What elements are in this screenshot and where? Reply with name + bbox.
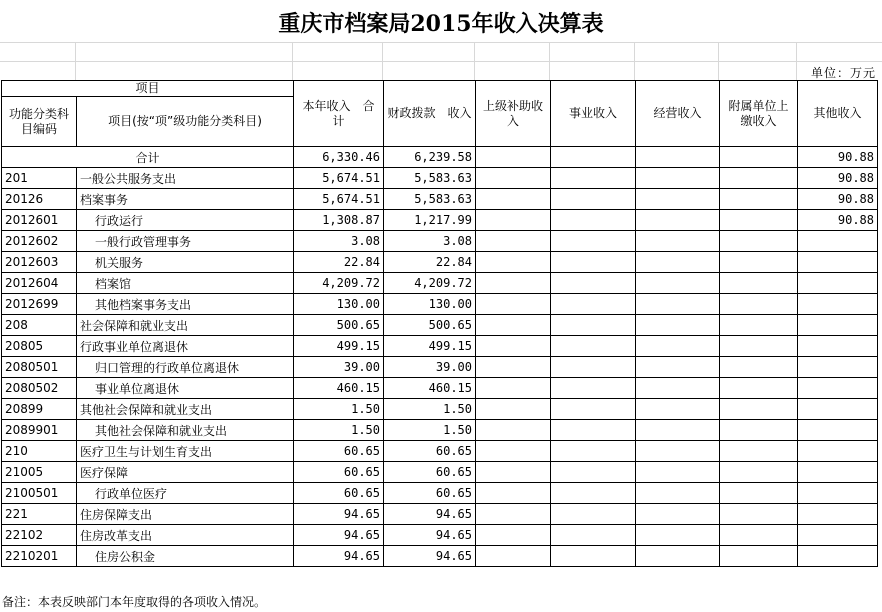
cell-other: 90.88 xyxy=(798,168,878,189)
header-business: 事业收入 xyxy=(551,81,636,147)
cell-total: 460.15 xyxy=(294,378,384,399)
gridline xyxy=(292,42,293,80)
cell-fiscal: 1,217.99 xyxy=(384,210,476,231)
empty-cell xyxy=(720,420,798,441)
empty-cell xyxy=(720,315,798,336)
empty-cell xyxy=(720,357,798,378)
empty-cell xyxy=(636,504,720,525)
empty-cell xyxy=(720,252,798,273)
empty-cell xyxy=(551,189,636,210)
unit-label: 单位：万元 xyxy=(810,66,876,80)
empty-cell xyxy=(636,210,720,231)
cell-name: 其他社会保障和就业支出 xyxy=(77,399,294,420)
cell-code: 22102 xyxy=(2,525,77,546)
table-row xyxy=(2,357,878,378)
cell-fiscal: 39.00 xyxy=(384,357,476,378)
empty-cell xyxy=(551,399,636,420)
gridline xyxy=(382,42,383,80)
empty-cell xyxy=(476,294,551,315)
empty-cell xyxy=(636,357,720,378)
cell-fiscal: 5,583.63 xyxy=(384,189,476,210)
empty-cell xyxy=(551,462,636,483)
empty-cell xyxy=(551,441,636,462)
gridline xyxy=(0,61,882,62)
table-row xyxy=(2,273,878,294)
table-row xyxy=(2,399,878,420)
gridline xyxy=(0,42,882,43)
empty-cell xyxy=(720,189,798,210)
empty-cell xyxy=(636,252,720,273)
cell-name: 其他档案事务支出 xyxy=(77,294,294,315)
gridline xyxy=(718,42,719,80)
cell-name: 医疗卫生与计划生育支出 xyxy=(77,441,294,462)
cell-code: 2089901 xyxy=(2,420,77,441)
cell-other xyxy=(798,504,878,525)
cell-total: 130.00 xyxy=(294,294,384,315)
cell-other xyxy=(798,252,878,273)
empty-cell xyxy=(720,441,798,462)
empty-cell xyxy=(551,336,636,357)
empty-cell xyxy=(720,336,798,357)
table-row xyxy=(2,483,878,504)
empty-cell xyxy=(476,273,551,294)
cell-fiscal: 499.15 xyxy=(384,336,476,357)
empty-cell xyxy=(551,210,636,231)
empty-cell xyxy=(476,378,551,399)
empty-cell xyxy=(476,546,551,567)
table-row xyxy=(2,336,878,357)
cell-name: 住房改革支出 xyxy=(77,525,294,546)
total-income: 6,330.46 xyxy=(294,147,384,168)
table-row xyxy=(2,210,878,231)
cell-total: 5,674.51 xyxy=(294,168,384,189)
table-row xyxy=(2,420,878,441)
cell-other xyxy=(798,546,878,567)
cell-other xyxy=(798,273,878,294)
cell-total: 60.65 xyxy=(294,462,384,483)
empty-cell xyxy=(476,147,551,168)
empty-cell xyxy=(476,210,551,231)
cell-fiscal: 1.50 xyxy=(384,420,476,441)
gridline xyxy=(634,42,635,80)
empty-cell xyxy=(720,462,798,483)
cell-name: 一般公共服务支出 xyxy=(77,168,294,189)
table-row xyxy=(2,315,878,336)
empty-cell xyxy=(551,483,636,504)
cell-code: 2012604 xyxy=(2,273,77,294)
cell-fiscal: 60.65 xyxy=(384,441,476,462)
cell-total: 499.15 xyxy=(294,336,384,357)
cell-fiscal: 1.50 xyxy=(384,399,476,420)
cell-other xyxy=(798,315,878,336)
cell-code: 21005 xyxy=(2,462,77,483)
empty-cell xyxy=(720,231,798,252)
total-fiscal: 6,239.58 xyxy=(384,147,476,168)
empty-cell xyxy=(720,210,798,231)
table-row xyxy=(2,378,878,399)
cell-code: 201 xyxy=(2,168,77,189)
sheet-title: 重庆市档案局2015年收入决算表 xyxy=(278,11,604,37)
empty-cell xyxy=(551,525,636,546)
total-row xyxy=(2,147,878,168)
cell-other xyxy=(798,336,878,357)
empty-cell xyxy=(720,546,798,567)
empty-cell xyxy=(476,504,551,525)
table-row xyxy=(2,294,878,315)
cell-total: 39.00 xyxy=(294,357,384,378)
gridline xyxy=(796,42,797,80)
cell-fiscal: 130.00 xyxy=(384,294,476,315)
cell-code: 2012601 xyxy=(2,210,77,231)
cell-other xyxy=(798,483,878,504)
empty-cell xyxy=(476,462,551,483)
cell-code: 208 xyxy=(2,315,77,336)
cell-other: 90.88 xyxy=(798,210,878,231)
cell-other xyxy=(798,378,878,399)
header-code: 功能分类科目编码 xyxy=(2,97,77,147)
cell-code: 210 xyxy=(2,441,77,462)
empty-cell xyxy=(720,399,798,420)
cell-other xyxy=(798,525,878,546)
cell-name: 医疗保障 xyxy=(77,462,294,483)
cell-fiscal: 5,583.63 xyxy=(384,168,476,189)
header-other: 其他收入 xyxy=(798,81,878,147)
footnote: 备注：本表反映部门本年度取得的各项收入情况。 xyxy=(2,595,267,609)
cell-code: 221 xyxy=(2,504,77,525)
empty-cell xyxy=(720,504,798,525)
cell-name: 社会保障和就业支出 xyxy=(77,315,294,336)
cell-code: 2080501 xyxy=(2,357,77,378)
cell-total: 94.65 xyxy=(294,504,384,525)
cell-total: 1.50 xyxy=(294,399,384,420)
table-row xyxy=(2,504,878,525)
empty-cell xyxy=(476,252,551,273)
empty-cell xyxy=(476,441,551,462)
header-superior: 上级补助收入 xyxy=(476,81,551,147)
cell-name: 行政单位医疗 xyxy=(77,483,294,504)
cell-fiscal: 3.08 xyxy=(384,231,476,252)
empty-cell xyxy=(720,378,798,399)
empty-cell xyxy=(720,525,798,546)
empty-cell xyxy=(476,399,551,420)
cell-fiscal: 60.65 xyxy=(384,462,476,483)
empty-cell xyxy=(476,525,551,546)
cell-total: 94.65 xyxy=(294,525,384,546)
empty-cell xyxy=(720,147,798,168)
empty-cell xyxy=(720,294,798,315)
table-row xyxy=(2,189,878,210)
cell-name: 机关服务 xyxy=(77,252,294,273)
cell-code: 2012699 xyxy=(2,294,77,315)
empty-cell xyxy=(551,168,636,189)
empty-cell xyxy=(551,315,636,336)
cell-fiscal: 60.65 xyxy=(384,483,476,504)
gridline xyxy=(75,42,76,80)
cell-name: 档案事务 xyxy=(77,189,294,210)
cell-total: 1,308.87 xyxy=(294,210,384,231)
cell-code: 20805 xyxy=(2,336,77,357)
total-label: 合计 xyxy=(2,147,294,168)
table-row xyxy=(2,252,878,273)
empty-cell xyxy=(636,315,720,336)
empty-cell xyxy=(551,294,636,315)
empty-cell xyxy=(551,420,636,441)
header-fiscal: 财政拨款 收入 xyxy=(384,81,476,147)
cell-code: 20899 xyxy=(2,399,77,420)
empty-cell xyxy=(551,147,636,168)
cell-code: 20126 xyxy=(2,189,77,210)
cell-name: 住房保障支出 xyxy=(77,504,294,525)
empty-cell xyxy=(636,420,720,441)
cell-name: 事业单位离退休 xyxy=(77,378,294,399)
empty-cell xyxy=(636,483,720,504)
empty-cell xyxy=(551,231,636,252)
empty-cell xyxy=(476,357,551,378)
empty-cell xyxy=(636,441,720,462)
table-row xyxy=(2,525,878,546)
cell-total: 94.65 xyxy=(294,546,384,567)
header-item-group: 项目 xyxy=(2,81,294,97)
cell-total: 60.65 xyxy=(294,483,384,504)
cell-name: 行政运行 xyxy=(77,210,294,231)
cell-total: 22.84 xyxy=(294,252,384,273)
cell-name: 住房公积金 xyxy=(77,546,294,567)
cell-total: 500.65 xyxy=(294,315,384,336)
empty-cell xyxy=(636,462,720,483)
cell-total: 1.50 xyxy=(294,420,384,441)
cell-name: 一般行政管理事务 xyxy=(77,231,294,252)
table-row xyxy=(2,168,878,189)
cell-other xyxy=(798,399,878,420)
empty-cell xyxy=(551,504,636,525)
cell-total: 60.65 xyxy=(294,441,384,462)
cell-code: 2012602 xyxy=(2,231,77,252)
cell-name: 其他社会保障和就业支出 xyxy=(77,420,294,441)
empty-cell xyxy=(551,378,636,399)
empty-cell xyxy=(476,336,551,357)
empty-cell xyxy=(720,273,798,294)
cell-code: 2210201 xyxy=(2,546,77,567)
cell-other xyxy=(798,357,878,378)
cell-other xyxy=(798,231,878,252)
cell-name: 归口管理的行政单位离退休 xyxy=(77,357,294,378)
cell-fiscal: 94.65 xyxy=(384,504,476,525)
table-row xyxy=(2,462,878,483)
header-total: 本年收入 合计 xyxy=(294,81,384,147)
empty-cell xyxy=(636,399,720,420)
cell-code: 2012603 xyxy=(2,252,77,273)
empty-cell xyxy=(636,378,720,399)
table-row xyxy=(2,546,878,567)
empty-cell xyxy=(476,231,551,252)
cell-other xyxy=(798,294,878,315)
cell-fiscal: 4,209.72 xyxy=(384,273,476,294)
total-other: 90.88 xyxy=(798,147,878,168)
cell-fiscal: 94.65 xyxy=(384,525,476,546)
cell-name: 行政事业单位离退休 xyxy=(77,336,294,357)
cell-total: 3.08 xyxy=(294,231,384,252)
cell-other xyxy=(798,420,878,441)
empty-cell xyxy=(476,483,551,504)
cell-total: 5,674.51 xyxy=(294,189,384,210)
header-name: 项目(按“项”级功能分类科目) xyxy=(77,97,294,147)
cell-code: 2100501 xyxy=(2,483,77,504)
table-row xyxy=(2,231,878,252)
empty-cell xyxy=(636,231,720,252)
cell-other xyxy=(798,462,878,483)
gridline xyxy=(474,42,475,80)
cell-fiscal: 500.65 xyxy=(384,315,476,336)
empty-cell xyxy=(636,546,720,567)
table-row xyxy=(2,441,878,462)
cell-fiscal: 22.84 xyxy=(384,252,476,273)
empty-cell xyxy=(476,315,551,336)
gridline xyxy=(549,42,550,80)
empty-cell xyxy=(636,273,720,294)
empty-cell xyxy=(636,336,720,357)
empty-cell xyxy=(476,420,551,441)
cell-code: 2080502 xyxy=(2,378,77,399)
empty-cell xyxy=(636,168,720,189)
empty-cell xyxy=(551,252,636,273)
cell-fiscal: 460.15 xyxy=(384,378,476,399)
empty-cell xyxy=(551,357,636,378)
cell-total: 4,209.72 xyxy=(294,273,384,294)
income-table xyxy=(1,80,878,567)
cell-fiscal: 94.65 xyxy=(384,546,476,567)
header-operation: 经营收入 xyxy=(636,81,720,147)
empty-cell xyxy=(476,168,551,189)
cell-other xyxy=(798,441,878,462)
empty-cell xyxy=(636,294,720,315)
empty-cell xyxy=(720,168,798,189)
cell-other: 90.88 xyxy=(798,189,878,210)
empty-cell xyxy=(720,483,798,504)
empty-cell xyxy=(636,525,720,546)
empty-cell xyxy=(636,189,720,210)
header-affiliated: 附属单位上缴收入 xyxy=(720,81,798,147)
cell-name: 档案馆 xyxy=(77,273,294,294)
empty-cell xyxy=(551,273,636,294)
empty-cell xyxy=(551,546,636,567)
empty-cell xyxy=(476,189,551,210)
empty-cell xyxy=(636,147,720,168)
